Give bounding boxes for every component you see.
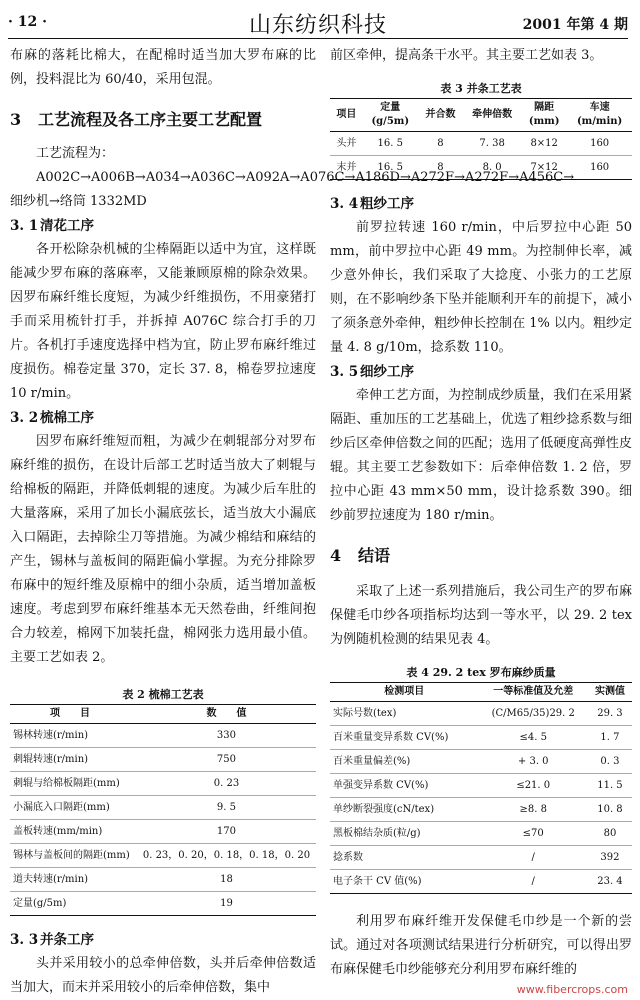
table-2 [10,704,316,916]
table-cell: 锡林转速(r/min) [10,724,137,748]
section-title: 结语 [358,546,391,565]
table-cell: 0. 23，0. 20，0. 18，0. 18，0. 20 [137,844,316,868]
table-cell: 盖板转速(mm/min) [10,820,137,844]
table-cell: 392 [588,846,632,870]
table-cell: 末并 [330,156,363,180]
subsection-number: 3. 3 [10,932,39,948]
table-cell: 29. 3 [588,702,632,726]
subsection-3-4-heading [330,192,632,216]
table-cell: 160 [567,156,632,180]
table-header-cell: 隔距 (mm) [521,99,567,132]
table-row [330,774,632,798]
table-row [10,892,316,916]
table-row [10,844,316,868]
subsection-3-5-heading [330,360,632,384]
table-cell: 实际号数(tex) [330,702,479,726]
table-cell: 0. 3 [588,750,632,774]
table-header-row [330,683,632,702]
table-cell: 1. 7 [588,726,632,750]
table-cell: 11. 5 [588,774,632,798]
table-cell: 单强变异系数 CV(%) [330,774,479,798]
right-column [330,44,632,982]
table-cell: 170 [137,820,316,844]
table-cell: 160 [567,132,632,156]
table-cell: 18 [137,868,316,892]
table-row [330,132,632,156]
table-3-caption: 表 3 并条工艺表 [440,82,522,95]
table-cell: 小漏底入口隔距(mm) [10,796,137,820]
table-cell: 0. 23 [137,772,316,796]
table-row [10,868,316,892]
table-cell: + 3. 0 [479,750,588,774]
table-header-cell: 牵伸倍数 [463,99,521,132]
watermark: www.fibercrops.com [516,983,628,996]
table-cell: 9. 5 [137,796,316,820]
table-cell: 电子条干 CV 值(%) [330,870,479,894]
table-cell: 750 [137,748,316,772]
header-rule [8,38,628,39]
table-cell: 19 [137,892,316,916]
table-cell: 7×12 [521,156,567,180]
table-cell: 8. 0 [463,156,521,180]
table-row [330,726,632,750]
table-row [330,702,632,726]
table-header-cell: 项目 [330,99,363,132]
subsection-3-1-heading [10,214,316,238]
flow-label: 工艺流程为： [36,146,115,161]
table-row [10,796,316,820]
table-2-caption: 表 2 梳棉工艺表 [122,688,204,701]
table-cell: 16. 5 [363,132,418,156]
table-cell: 百米重量偏差(%) [330,750,479,774]
table-3 [330,98,632,180]
page-number: · 12 · [8,14,47,30]
section-4-heading [330,542,632,570]
table-cell: 道夫转速(r/min) [10,868,137,892]
intro-paragraph: 布麻的落耗比棉大，在配棉时适当加大罗布麻的比例，投料混比为 60/40，采用包混。 [10,48,316,87]
subsection-3-4-text: 前罗拉转速 160 r/min，中后罗拉中心距 50 mm，前中罗拉中心距 49 mm。为控制伸长率，减少意外伸长，我们采取了大捻度、小张力的工艺原则，在不影响纱条下坠并能顺利开车的前提下，减小了须条意外牵伸，粗纱伸长控制在 1% 以内。粗纱定量 4. 8 g/10m，捻系数 110。 [330,220,632,355]
table-cell: 16. 5 [363,156,418,180]
flow-text: A002C→A006B→A034→A036C→A092A→A076C→A186D→A272F→A272F→A456C→细纱机→络筒 1332MD [10,170,575,209]
closing-text: 利用罗布麻纤维开发保健毛巾纱是一个新的尝试。通过对各项测试结果进行分析研究，可以得出罗布麻保健毛巾纱能够充分利用罗布麻纤维的 [330,914,632,977]
table-row [330,870,632,894]
table-cell: 23. 4 [588,870,632,894]
table-header-cell: 检测项目 [330,683,479,702]
table-header-row [330,99,632,132]
section-number: 3 [10,110,22,129]
subsection-number: 3. 1 [10,218,39,234]
table-header-row [10,705,316,724]
table-header-cell: 定量 (g/5m) [363,99,418,132]
table-row [330,846,632,870]
subsection-3-2-text: 因罗布麻纤维短而粗，为减少在刺辊部分对罗布麻纤维的损伤，在设计后部工艺时适当放大了刺辊与给棉板的隔距，并降低刺辊的速度。为减少后车肚的大量落麻，采用了加长小漏底弦长，适当放大小漏底入口隔距，去掉除尘刀等措施。为减少棉结和麻结的产生，锡林与盖板间的隔距偏小掌握。为充分排除罗布麻中的短纤维及原棉中的细小杂质，适当增加盖板速度。考虑到罗布麻纤维基本无天然卷曲，纤维间抱合力较差，棉网下加装托盘，棉网张力选用最小值。主要工艺如表 2。 [10,434,316,665]
table-cell: ≤21. 0 [479,774,588,798]
table-row [330,798,632,822]
running-header [8,8,628,38]
subsection-number: 3. 4 [330,196,359,212]
table-row [10,772,316,796]
subsection-3-3-heading [10,928,316,952]
table-cell: ≥8. 8 [479,798,588,822]
table-cell: 8 [418,132,463,156]
table-cell: 330 [137,724,316,748]
section-number: 4 [330,546,342,565]
subsection-3-3-text: 头并采用较小的总牵伸倍数，头并后牵伸倍数适当加大，而末并采用较小的后牵伸倍数，集中 [10,956,316,995]
table-header-cell: 项 目 [10,705,137,724]
table-cell: 锡林与盖板间的隔距(mm) [10,844,137,868]
subsection-title: 梳棉工序 [40,410,94,426]
subsection-number: 3. 2 [10,410,39,426]
table-cell: ≤4. 5 [479,726,588,750]
table-cell: 黑板棉结杂质(粒/g) [330,822,479,846]
section-3-heading [10,106,316,134]
table-cell: 7. 38 [463,132,521,156]
subsection-number: 3. 5 [330,364,359,380]
table-cell: / [479,870,588,894]
subsection-3-1-text: 各开松除杂机械的尘棒隔距以适中为宜，这样既能减少罗布麻的落麻率，又能兼顾原棉的除杂效果。因罗布麻纤维长度短，为减少纤维损伤，不用豪猪打手而采用梳针打手，并拆掉 A076C 综合打手的刀片。各机打手速度选择中档为宜，防止罗布麻纤维过度损伤。棉卷定量 370，定长 37. 8，棉卷罗拉速度 10 r/min。 [10,242,316,401]
subsection-title: 清花工序 [40,218,94,234]
subsection-title: 粗纱工序 [360,196,414,212]
subsection-title: 并条工序 [40,932,94,948]
table-cell: 捻系数 [330,846,479,870]
table-header-cell: 车速 (m/min) [567,99,632,132]
table-row [330,822,632,846]
table-header-cell: 一等标准值及允差 [479,683,588,702]
subsection-title: 细纱工序 [360,364,414,380]
table-cell: 单纱断裂强度(cN/tex) [330,798,479,822]
table-row [10,724,316,748]
table-4 [330,682,632,894]
continued-paragraph: 前区牵伸，提高条干水平。其主要工艺如表 3。 [330,48,603,63]
conclusion-text: 采取了上述一系列措施后，我公司生产的罗布麻保健毛巾纱各项指标均达到一等水平，以 29. 2 tex 为例随机检测的结果见表 4。 [330,584,632,647]
table-row [330,750,632,774]
table-cell: 8 [418,156,463,180]
table-cell: 10. 8 [588,798,632,822]
table-cell: 百米重量变异系数 CV(%) [330,726,479,750]
subsection-3-5-text: 牵伸工艺方面，为控制成纱质量，我们在采用紧隔距、重加压的工艺基础上，优选了粗纱捻系数与细纱后区牵伸倍数之间的匹配；选用了低硬度高弹性皮辊。其主要工艺参数如下：后牵伸倍数 1. 2 倍，罗拉中心距 43 mm×50 mm，设计捻系数 390。细纱前罗拉速度为 180 r/min。 [330,388,632,523]
issue-label: 2001 年第 4 期 [522,17,628,33]
table-header-cell: 并合数 [418,99,463,132]
table-row [10,820,316,844]
table-row [10,748,316,772]
table-cell: (C/M65/35)29. 2 [479,702,588,726]
subsection-3-2-heading [10,406,316,430]
table-header-cell: 数 值 [137,705,316,724]
section-title: 工艺流程及各工序主要工艺配置 [38,110,263,129]
table-header-cell: 实测值 [588,683,632,702]
journal-title: 山东纺织科技 [248,13,387,38]
table-cell: 80 [588,822,632,846]
table-cell: 定量(g/5m) [10,892,137,916]
table-cell: 刺辊转速(r/min) [10,748,137,772]
table-cell: ≤70 [479,822,588,846]
table-cell: 8×12 [521,132,567,156]
table-cell: / [479,846,588,870]
table-cell: 头并 [330,132,363,156]
table-cell: 刺辊与给棉板隔距(mm) [10,772,137,796]
table-row [330,156,632,180]
table-4-caption: 表 4 29. 2 tex 罗布麻纱质量 [406,666,556,679]
